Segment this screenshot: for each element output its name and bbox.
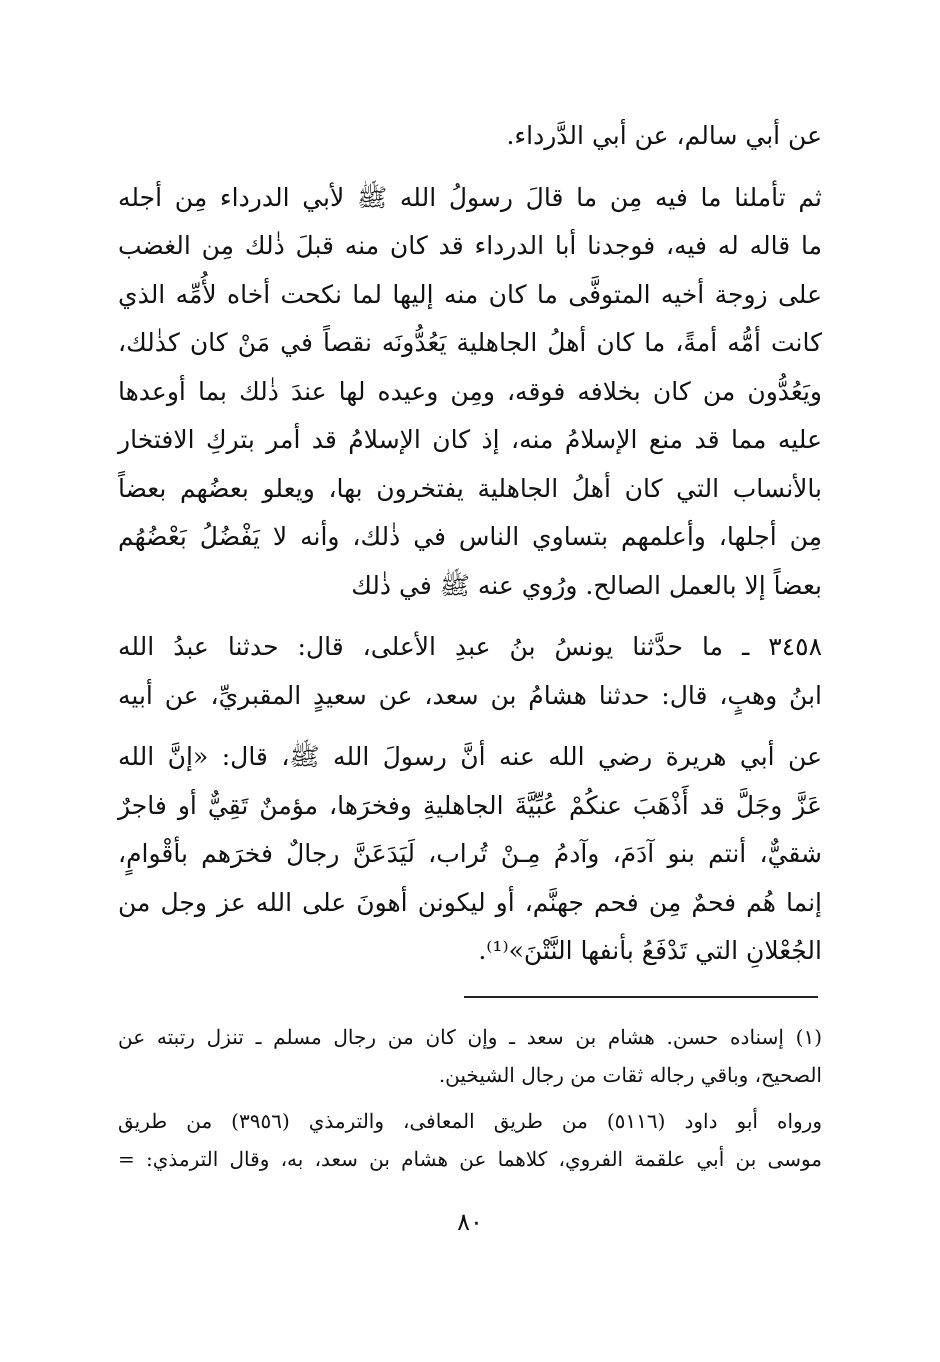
footnote-1 — [118, 1018, 822, 1094]
footnote-line: (١) إسناده حسن. هشام بن سعد ـ وإن كان من رجال مسلم ـ تنزل رتبته عن — [118, 1025, 822, 1049]
page-number: ٨٠ — [457, 1208, 483, 1236]
text-line: ويَعُدُّون من كان بخلافه فوقه، ومِن وعيده لها عندَ ذٰلك بما أوعدها — [118, 376, 822, 406]
text-line: مِن أجلها، وأعلمهم بتساوي الناس في ذٰلك، وأنه لا يَفْضُلُ بَعْضُهُم — [118, 522, 822, 551]
text-line: عليه مما قد منع الإسلامُ منه، إذ كان الإسلامُ قد أمر بتركِ الافتخار — [118, 425, 822, 454]
footnote-separator — [464, 996, 818, 998]
hadith-text-paragraph — [118, 733, 822, 976]
footnote-line: ورواه أبو داود (٥١١٦) من طريق المعافى، والترمذي (٣٩٥٦) من طريق — [118, 1109, 822, 1133]
text-line: بعضاً إلا بالعمل الصالح. ورُوي عنه ﷺ في ذٰلك — [351, 570, 822, 600]
footnote-line: موسى بن أبي علقمة الفروي، كلاهما عن هشام بن سعد، به، وقال الترمذي: = — [118, 1147, 822, 1171]
hadith-chain-paragraph — [118, 623, 822, 720]
text-line: على زوجة أخيه المتوفَّى ما كان منه إليها لما نكحت أخاه لأُمِّه الذي — [118, 279, 822, 309]
text-line: بالأنساب التي كان أهلُ الجاهلية يفتخرون بها، ويعلو بعضُهم بعضاً — [118, 473, 822, 503]
text-line: الجُعْلانِ التي تَدْفَعُ بأنفها النَّتْنَ»⁽¹⁾. — [478, 936, 822, 965]
text-line: عن أبي هريرة رضي الله عنه أنَّ رسولَ الله ﷺ، قال: «إنَّ الله — [118, 742, 822, 771]
text-line: ثم تأملنا ما فيه مِن ما قالَ رسولُ الله ﷺ لأبي الدرداء مِن أجله — [118, 182, 822, 212]
text-line: عَزَّ وجَلَّ قد أَذْهَبَ عنكُمْ عُبِّيَّةَ الجاهليةِ وفخرَها، مؤمنٌ تَقِيٌّ أو فاجرٌ — [118, 790, 822, 820]
footnote-1-continued — [118, 1102, 822, 1178]
text-line: كانت أمُّه أمةً، ما كان أهلُ الجاهلية يَعُدُّونَه نقصاً في مَنْ كان كذٰلك، — [118, 328, 822, 357]
paragraph-1 — [118, 112, 822, 161]
footnote-line: الصحيح، وباقي رجاله ثقات من رجال الشيخين. — [438, 1063, 822, 1087]
footnotes — [118, 1018, 822, 1178]
text-line: ابنُ وهبٍ، قال: حدثنا هشامُ بن سعد، عن سعيدٍ المقبريِّ، عن أبيه — [118, 680, 822, 710]
text-line: عن أبي سالم، عن أبي الدَّرداء. — [506, 121, 822, 150]
main-text — [118, 112, 822, 976]
text-line: ٣٤٥٨ ـ ما حدَّثنا يونسُ بنُ عبدِ الأعلى، قال: حدثنا عبدُ الله — [118, 632, 822, 661]
text-line: شقيٌّ، أنتم بنو آدَمَ، وآدمُ مِـنْ تُراب، لَيَدَعَنَّ رجالٌ فخرَهم بأقْوامٍ، — [118, 839, 822, 868]
paragraph-2 — [118, 174, 822, 611]
text-line: إنما هُم فحمٌ مِن فحم جهنَّم، أو ليكونن أهونَ على الله عز وجل من — [118, 887, 822, 917]
text-line: ما قاله له فيه، فوجدنا أبا الدرداء قد كان منه قبلَ ذٰلك مِن الغضب — [118, 231, 822, 260]
